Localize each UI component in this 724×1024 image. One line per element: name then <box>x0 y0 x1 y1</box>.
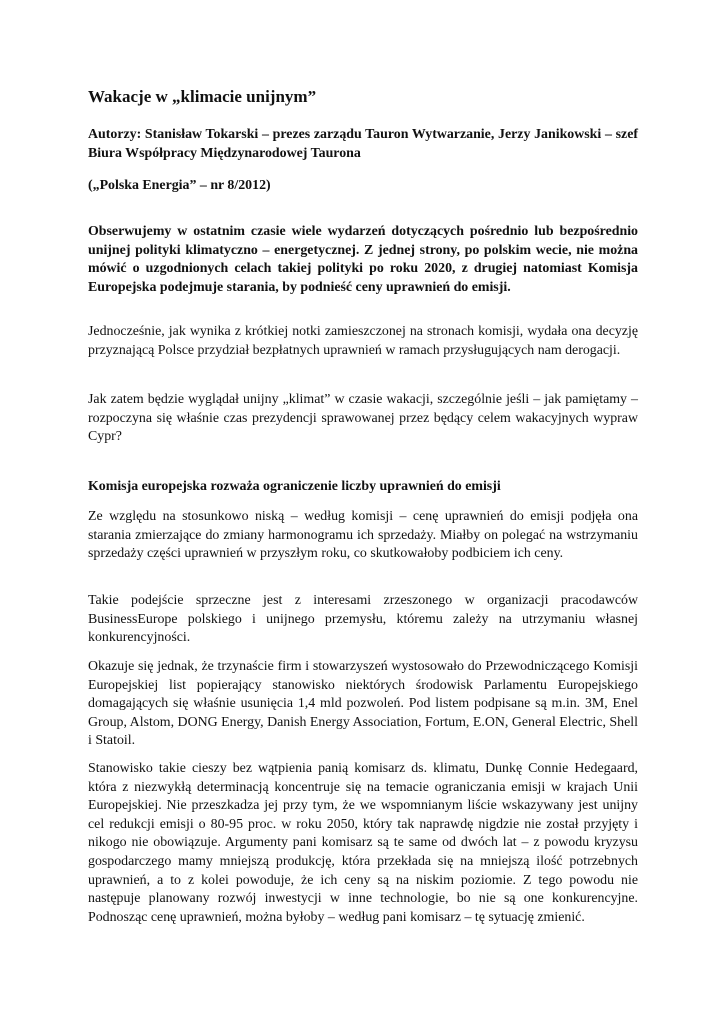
paragraph-1: Jednocześnie, jak wynika z krótkiej notki zamieszczonej na stronach komisji, wydała ona decyzję przyznającą Polsce przydział bezpłatnych uprawnień w ramach przysługujących nam derogacji. <box>88 324 638 358</box>
paragraph-6: Stanowisko takie cieszy bez wątpienia panią komisarz ds. klimatu, Dunkę Connie Hedegaard, która z niezwykłą determinacją koncentruje się na temacie ograniczania emisji w krajach Unii Europejskiej. Nie przeszkadza jej przy tym, że we wspomnianym liście wskazywany jest unijny cel redukcji emisji o 80-95 proc. w roku 2050, który tak naprawdę nigdzie nie został przyjęty i nikogo nie obowiązuje. Argumenty pani komisarz są te same od dwóch lat – z powodu kryzysu gospodarczego mamy mniejszą produkcję, która przekłada się na mniejszą ilość potrzebnych uprawnień, a to z kolei powoduje, że ich ceny są na niskim poziomie. Z tego powodu nie następuje planowany rozwój inwestycji w inne technologie, bo nie są one konkurencyjne. Podnosząc cenę uprawnień, można byłoby – według pani komisarz – tę sytuację zmienić. <box>88 761 638 925</box>
source-line: („Polska Energia” – nr 8/2012) <box>88 178 271 193</box>
authors-line: Autorzy: Stanisław Tokarski – prezes zarządu Tauron Wytwarzanie, Jerzy Janikowski – szef Biura Współpracy Międzynarodowej Taurona <box>88 127 638 161</box>
paragraph-3: Ze względu na stosunkowo niską – według komisji – cenę uprawnień do emisji podjęła ona starania zmierzające do zmiany harmonogramu ich sprzedaży. Miałby on polegać na wstrzymaniu sprzedaży części uprawnień w przyszłym roku, co skutkowałoby podbiciem ich ceny. <box>88 509 638 562</box>
paragraph-2: Jak zatem będzie wyglądał unijny „klimat” w czasie wakacji, szczególnie jeśli – jak pamiętamy – rozpoczyna się właśnie czas prezydencji sprawowanej przez będący celem wakacyjnych wypraw Cypr? <box>88 392 638 445</box>
document-title: Wakacje w „klimacie unijnym” <box>88 87 317 106</box>
paragraph-5: Okazuje się jednak, że trzynaście firm i stowarzyszeń wystosowało do Przewodniczącego Komisji Europejskiej list popierający stanowisko niektórych środowisk Parlamentu Europejskiego domagających się właśnie usunięcia 1,4 mld pozwoleń. Pod listem podpisane są m.in. 3M, Enel Group, Alstom, DONG Energy, Danish Energy Association, Fortum, E.ON, General Electric, Shell i Statoil. <box>88 659 638 749</box>
paragraph-4: Takie podejście sprzeczne jest z interesami zrzeszonego w organizacji pracodawców BusinessEurope polskiego i unijnego przemysłu, któremu zależy na utrzymaniu własnej konkurencyjności. <box>88 593 638 646</box>
section-heading: Komisja europejska rozważa ograniczenie liczby uprawnień do emisji <box>88 479 501 494</box>
lead-paragraph: Obserwujemy w ostatnim czasie wiele wydarzeń dotyczących pośrednio lub bezpośrednio unijnej polityki klimatyczno – energetycznej. Z jednej strony, po polskim wecie, nie można mówić o uzgodnionych celach takiej polityki po roku 2020, z drugiej natomiast Komisja Europejska podejmuje starania, by podnieść ceny uprawnień do emisji. <box>88 224 638 295</box>
